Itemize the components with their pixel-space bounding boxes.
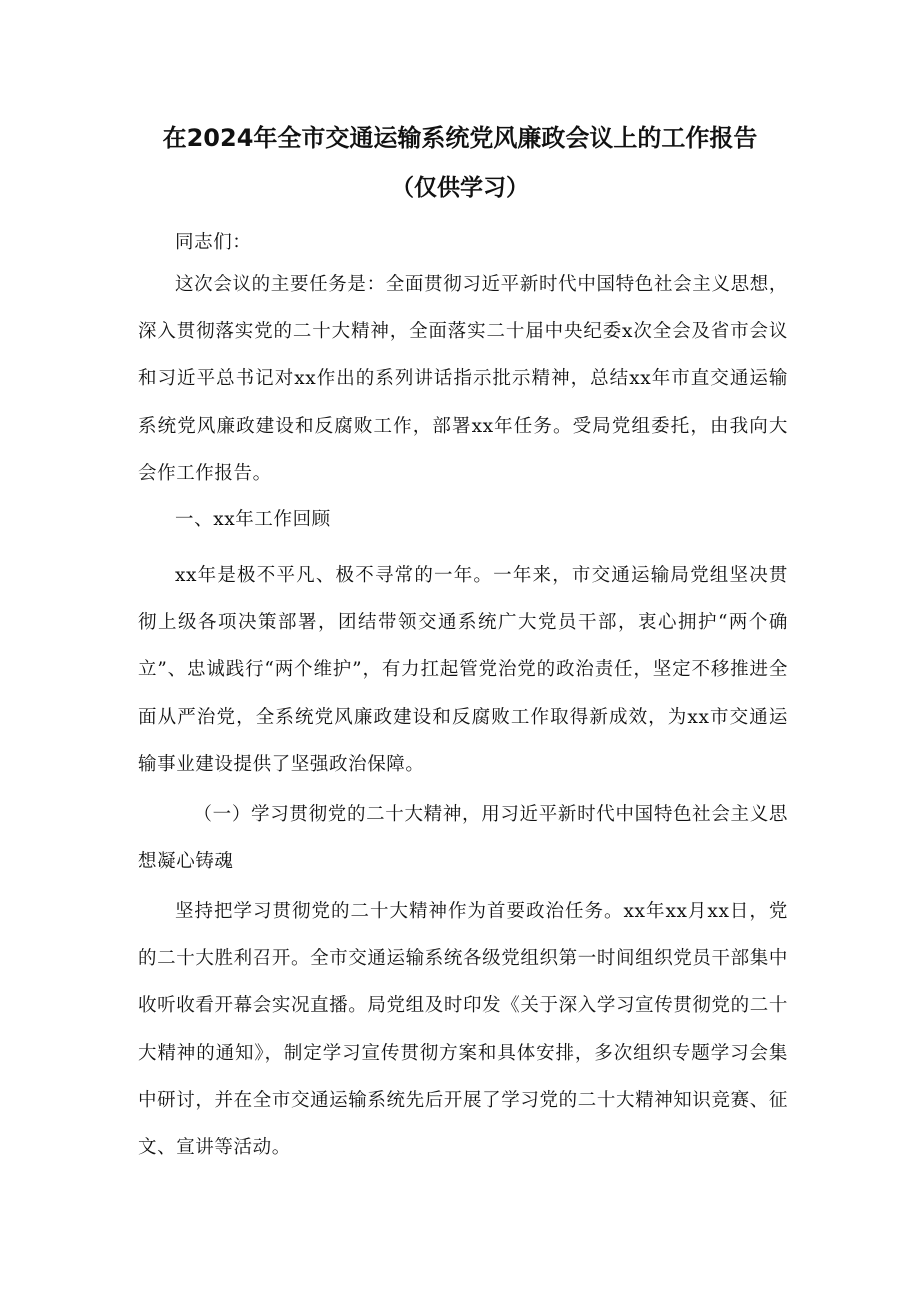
study-paragraph: 坚持把学习贯彻党的二十大精神作为首要政治任务。xx年xx月xx日，党的二十大胜利召开。全市交通运输系统各级党组织第一时间组织党员干部集中收听收看开幕会实况直播。局党组及时印发《关于深入学习宣传贯彻党的二十大精神的通知》，制定学习宣传贯彻方案和具体安排，多次组织专题学习会集中研讨，并在全市交通运输系统先后开展了学习党的二十大精神知识竞赛、征文、宣讲等活动。 xyxy=(138,901,788,1159)
section-heading: 一、xx年工作回顾 xyxy=(175,509,331,530)
greeting: 同志们： xyxy=(175,232,252,253)
review-paragraph: xx年是极不平凡、极不寻常的一年。一年来，市交通运输局党组坚决贯彻上级各项决策部署，团结带领交通系统广大党员干部，衷心拥护“两个确立”、忠诚践行“两个维护”，有力扛起管党治党的政治责任，坚定不移推进全面从严治党，全系统党风廉政建设和反腐败工作取得新成效，为xx市交通运输事业建设提供了坚强政治保障。 xyxy=(138,565,788,775)
document-subtitle: （仅供学习） xyxy=(391,175,529,201)
intro-paragraph: 这次会议的主要任务是：全面贯彻习近平新时代中国特色社会主义思想，深入贯彻落实党的二十大精神，全面落实二十届中央纪委x次全会及省市会议和习近平总书记对xx作出的系列讲话指示批示精神，总结xx年市直交通运输系统党风廉政建设和反腐败工作，部署xx年任务。受局党组委托，由我向大会作工作报告。 xyxy=(138,274,788,484)
document-title: 在2024年全市交通运输系统党风廉政会议上的工作报告 xyxy=(162,124,758,152)
subsection-heading: （一）学习贯彻党的二十大精神，用习近平新时代中国特色社会主义思想凝心铸魂 xyxy=(138,804,788,873)
